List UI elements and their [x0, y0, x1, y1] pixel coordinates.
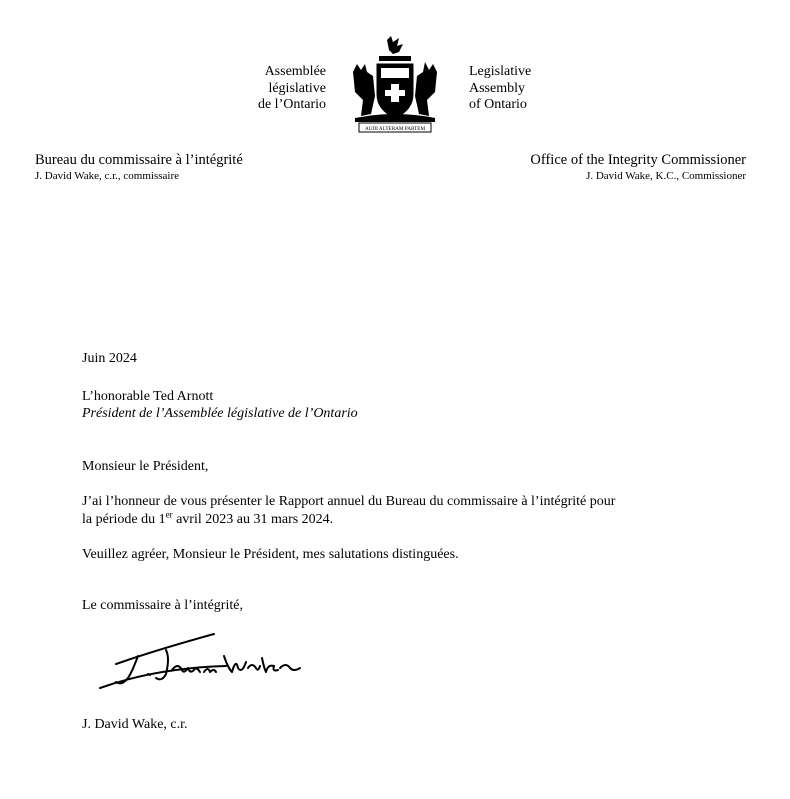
paragraph-1-line-2 [82, 511, 333, 529]
signature-icon [96, 628, 306, 700]
para1-line2-start: la période du 1 [82, 512, 166, 527]
office-commissioner-en: J. David Wake, K.C., Commissioner [586, 170, 746, 182]
recipient-name: L’honorable Ted Arnott [82, 389, 214, 404]
salutation: Monsieur le Président, [82, 459, 209, 474]
paragraph-1-line-1: J’ai l’honneur de vous présenter le Rapport annuel du Bureau du commissaire à l’intégrité pour [82, 494, 616, 509]
assembly-en-line-3: of Ontario [469, 97, 527, 112]
assembly-fr-line-3: de l’Ontario [257, 97, 326, 112]
assembly-name-en [469, 64, 609, 114]
assembly-fr-line-1: Assemblée [264, 64, 326, 79]
assembly-en-line-1: Legislative [469, 64, 532, 79]
coat-of-arms-icon [347, 36, 443, 134]
closing: Le commissaire à l’intégrité, [82, 598, 243, 613]
assembly-name-fr [200, 64, 326, 114]
assembly-fr-line-2: législative [268, 80, 326, 96]
office-header-en [530, 152, 746, 183]
letter-date: Juin 2024 [82, 351, 137, 366]
crest-motto: AUDI ALTERAM PARTEM [364, 126, 426, 132]
office-title-en: Office of the Integrity Commissioner [530, 152, 746, 168]
office-commissioner-fr: J. David Wake, c.r., commissaire [35, 170, 180, 182]
recipient-title: Président de l’Assemblée législative de l’Ontario [82, 406, 358, 421]
paragraph-2: Veuillez agréer, Monsieur le Président, mes salutations distinguées. [82, 547, 459, 562]
para1-line2-end: avril 2023 au 31 mars 2024. [172, 512, 334, 527]
ordinal-superscript: er [165, 509, 173, 520]
office-title-fr: Bureau du commissaire à l’intégrité [35, 152, 243, 168]
assembly-en-line-2: Assembly [469, 80, 525, 96]
office-header-fr [35, 152, 243, 183]
signatory-name: J. David Wake, c.r. [82, 717, 188, 732]
